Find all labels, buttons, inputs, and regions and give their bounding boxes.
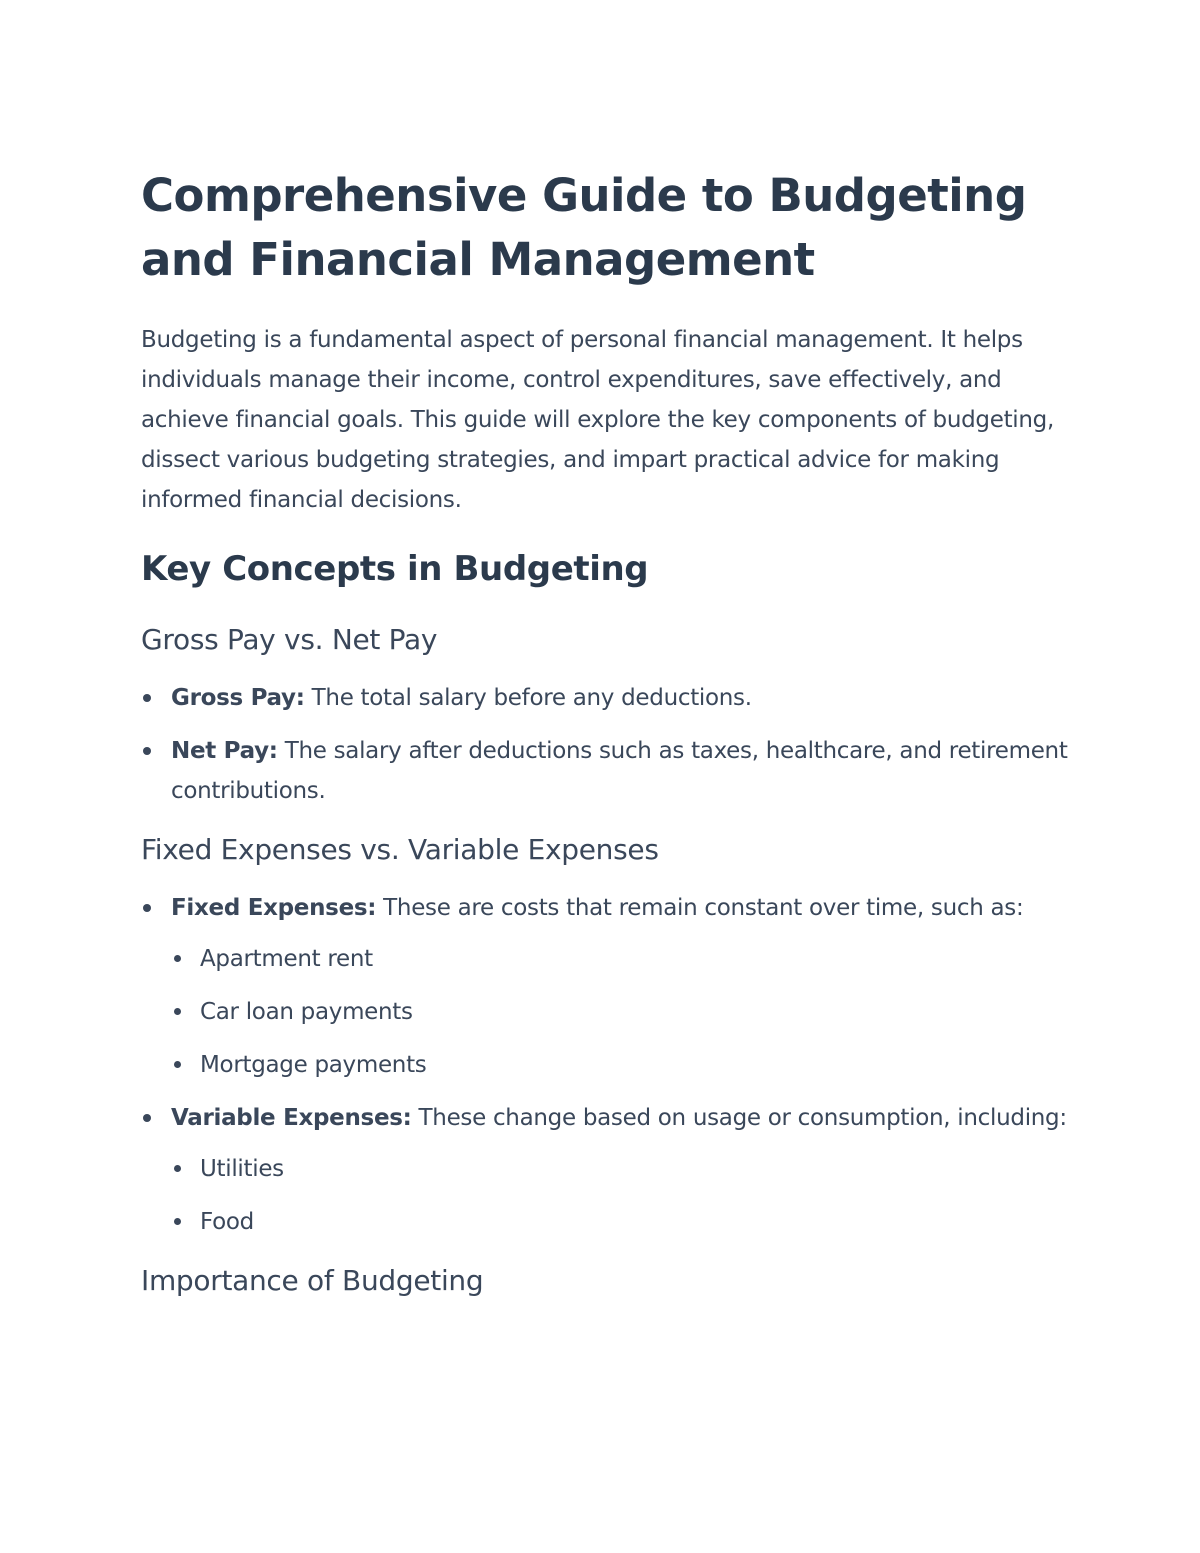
term-label: Fixed Expenses: bbox=[171, 895, 377, 921]
term-description: These are costs that remain constant over time, such as: bbox=[376, 895, 1024, 921]
section-heading: Key Concepts in Budgeting bbox=[141, 549, 649, 589]
list-item bbox=[141, 678, 1071, 718]
bullet-icon bbox=[174, 1008, 181, 1015]
sub-item-text: Food bbox=[200, 1209, 254, 1235]
bullet-icon bbox=[174, 1218, 181, 1225]
list-item bbox=[141, 731, 1071, 811]
bullet-icon bbox=[174, 1061, 181, 1068]
intro-paragraph: Budgeting is a fundamental aspect of personal financial management. It helps individuals manage their income, control expenditures, save effectively, and achieve financial goals. This guide will explore the key components of budgeting, dissect various budgeting strategies, and impart practical advice for making informed financial decisions. bbox=[141, 327, 1054, 513]
bullet-icon bbox=[143, 747, 151, 755]
sub-list-item bbox=[141, 1045, 1071, 1085]
bullet-icon bbox=[174, 955, 181, 962]
sub-list-item bbox=[141, 1149, 1071, 1189]
importance-subheading: Importance of Budgeting bbox=[141, 1264, 484, 1297]
sub-item-text: Car loan payments bbox=[200, 999, 413, 1025]
bullet-icon bbox=[143, 1114, 151, 1122]
list-item bbox=[141, 1098, 1071, 1138]
bullet-icon bbox=[143, 904, 151, 912]
term-description: These change based on usage or consumption, including: bbox=[411, 1105, 1067, 1131]
sub-list-item bbox=[141, 992, 1071, 1032]
sub-item-text: Mortgage payments bbox=[200, 1052, 427, 1078]
pay-list bbox=[141, 678, 1071, 811]
sub-list-item bbox=[141, 1202, 1071, 1242]
document-page bbox=[141, 164, 1071, 1301]
pay-subheading: Gross Pay vs. Net Pay bbox=[141, 623, 438, 656]
term-label: Net Pay: bbox=[171, 738, 278, 764]
sub-item-text: Utilities bbox=[200, 1156, 284, 1182]
bullet-icon bbox=[143, 694, 151, 702]
bullet-icon bbox=[174, 1165, 181, 1172]
term-description: The total salary before any deductions. bbox=[304, 685, 752, 711]
page-title: Comprehensive Guide to Budgeting and Financial Management bbox=[141, 169, 1027, 286]
term-description: The salary after deductions such as taxes, healthcare, and retirement contributions. bbox=[171, 738, 1068, 804]
term-label: Variable Expenses: bbox=[171, 1105, 412, 1131]
sub-list-item bbox=[141, 939, 1071, 979]
expenses-list bbox=[141, 888, 1071, 1242]
expenses-subheading: Fixed Expenses vs. Variable Expenses bbox=[141, 833, 659, 866]
list-item bbox=[141, 888, 1071, 928]
sub-item-text: Apartment rent bbox=[200, 946, 373, 972]
term-label: Gross Pay: bbox=[171, 685, 305, 711]
